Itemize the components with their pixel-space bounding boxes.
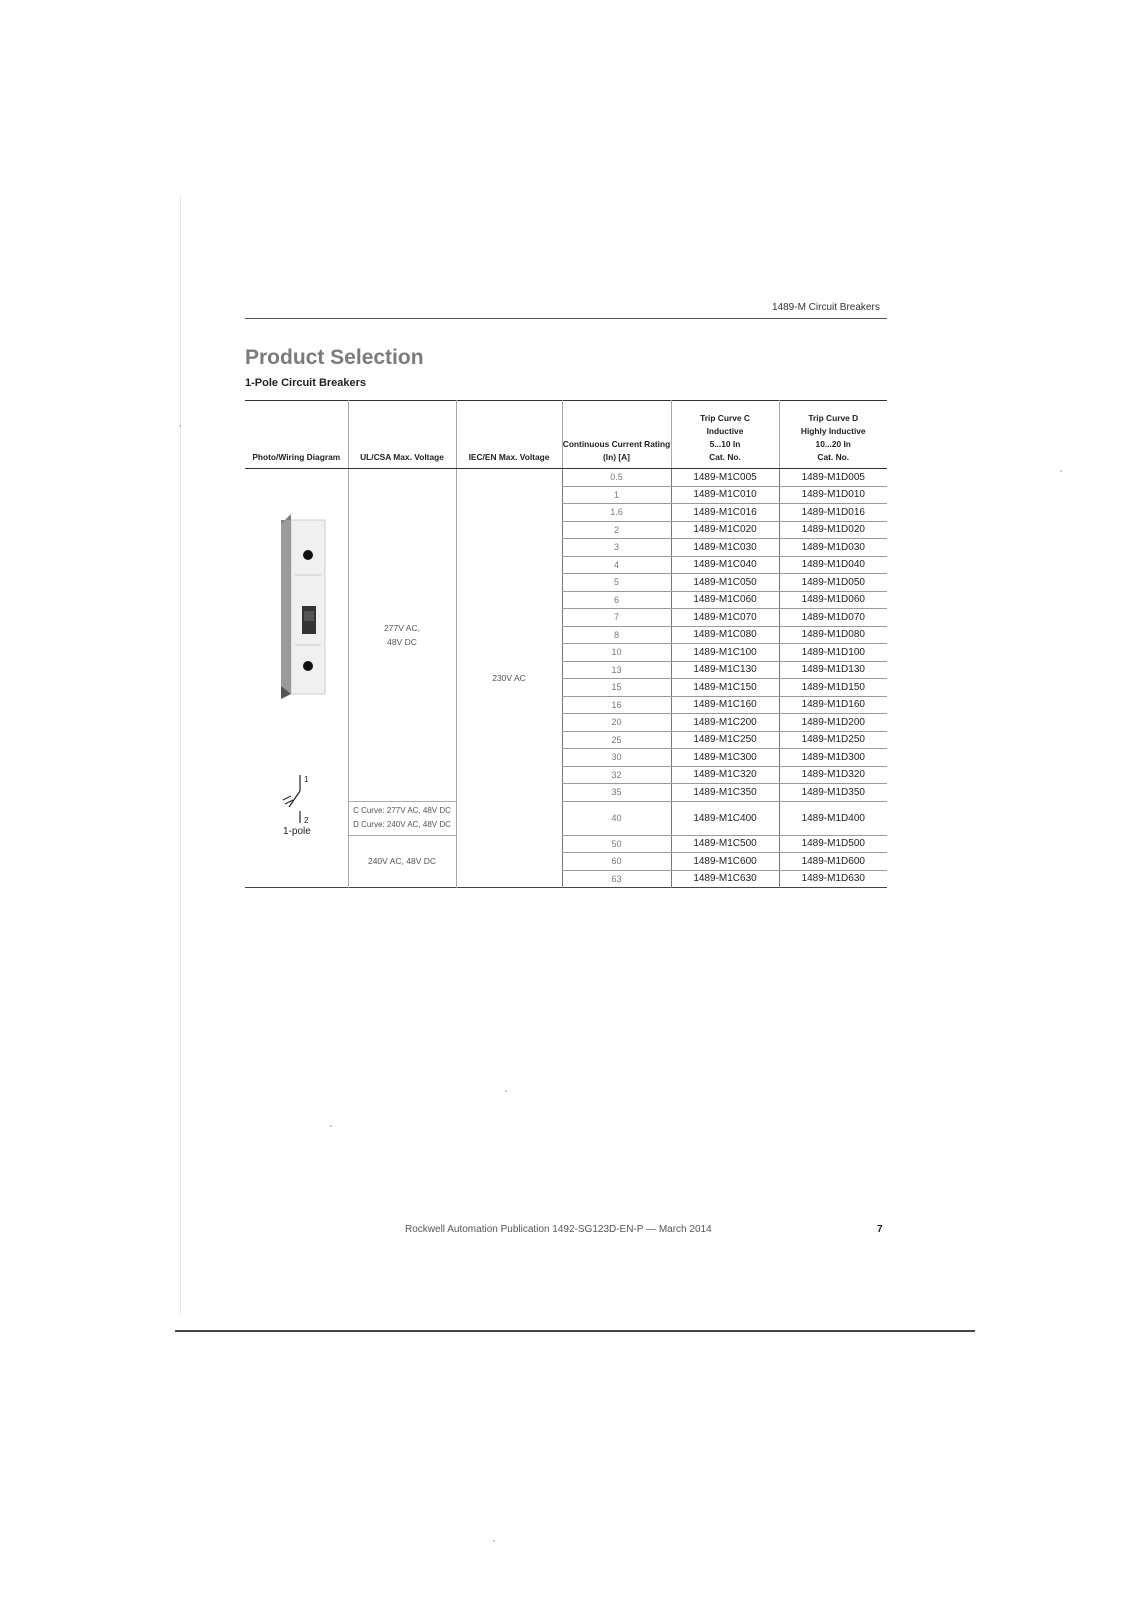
ul-voltage-line: 48V DC xyxy=(387,636,417,647)
rating-cell: 32 xyxy=(562,766,671,784)
cat-no-d: 1489-M1D030 xyxy=(779,539,887,557)
cat-no-d: 1489-M1D200 xyxy=(779,714,887,732)
cat-no-c: 1489-M1C200 xyxy=(671,714,779,732)
cat-no-c: 1489-M1C060 xyxy=(671,591,779,609)
header-ul-csa: UL/CSA Max. Voltage xyxy=(348,401,456,469)
cat-no-c: 1489-M1C070 xyxy=(671,609,779,627)
cat-no-d: 1489-M1D500 xyxy=(779,835,887,853)
wiring-terminal-1: 1 xyxy=(304,775,309,784)
table-row xyxy=(245,469,887,487)
cat-no-c: 1489-M1C130 xyxy=(671,661,779,679)
cat-no-d: 1489-M1D050 xyxy=(779,574,887,592)
cat-no-c: 1489-M1C080 xyxy=(671,626,779,644)
ul-voltage-line: C Curve: 277V AC, 48V DC xyxy=(353,806,451,815)
cat-no-d: 1489-M1D016 xyxy=(779,504,887,522)
header-rating xyxy=(562,401,671,469)
rating-cell: 25 xyxy=(562,731,671,749)
scan-speck xyxy=(179,425,181,427)
cat-no-c: 1489-M1C050 xyxy=(671,574,779,592)
cat-no-d: 1489-M1D630 xyxy=(779,870,887,888)
product-selection-table xyxy=(245,400,887,888)
rating-cell: 0.5 xyxy=(562,469,671,487)
header-trip-d-line: Trip Curve D xyxy=(808,413,859,423)
page-number: 7 xyxy=(877,1224,883,1235)
footer-publication: Rockwell Automation Publication 1492-SG123D-EN-P — March 2014 xyxy=(405,1224,712,1235)
cat-no-c: 1489-M1C100 xyxy=(671,644,779,662)
ul-voltage-group-1 xyxy=(348,469,456,802)
ul-voltage-line: D Curve: 240V AC, 48V DC xyxy=(353,820,451,829)
cat-no-c: 1489-M1C630 xyxy=(671,870,779,888)
cat-no-c: 1489-M1C030 xyxy=(671,539,779,557)
cat-no-d: 1489-M1D320 xyxy=(779,766,887,784)
rating-cell: 13 xyxy=(562,661,671,679)
rating-cell: 50 xyxy=(562,835,671,853)
rating-cell: 35 xyxy=(562,784,671,802)
running-header: 1489-M Circuit Breakers xyxy=(772,302,880,313)
page-subtitle: 1-Pole Circuit Breakers xyxy=(245,377,367,389)
rating-cell: 7 xyxy=(562,609,671,627)
cat-no-d: 1489-M1D600 xyxy=(779,853,887,871)
header-trip-c-line: 5...10 In xyxy=(709,439,741,449)
cat-no-d: 1489-M1D150 xyxy=(779,679,887,697)
cat-no-d: 1489-M1D005 xyxy=(779,469,887,487)
ul-voltage-group-3 xyxy=(348,835,456,888)
table-header-row xyxy=(245,401,887,469)
header-trip-d-line: 10...20 In xyxy=(815,439,851,449)
ul-voltage-line: 240V AC, 48V DC xyxy=(367,856,437,867)
cat-no-d: 1489-M1D080 xyxy=(779,626,887,644)
cat-no-c: 1489-M1C040 xyxy=(671,556,779,574)
cat-no-d: 1489-M1D020 xyxy=(779,521,887,539)
iec-voltage: 230V AC xyxy=(456,469,562,888)
header-trip-c-line: Cat. No. xyxy=(709,452,741,462)
header-rating-line: (In) [A] xyxy=(603,452,630,462)
cat-no-c: 1489-M1C010 xyxy=(671,486,779,504)
cat-no-c: 1489-M1C400 xyxy=(671,801,779,835)
cat-no-d: 1489-M1D100 xyxy=(779,644,887,662)
scan-speck xyxy=(505,1090,507,1092)
header-trip-c xyxy=(671,401,779,469)
rating-cell: 10 xyxy=(562,644,671,662)
rating-cell: 1 xyxy=(562,486,671,504)
rating-cell: 15 xyxy=(562,679,671,697)
cat-no-c: 1489-M1C005 xyxy=(671,469,779,487)
scan-edge-left xyxy=(180,195,181,1315)
cat-no-d: 1489-M1D070 xyxy=(779,609,887,627)
cat-no-d: 1489-M1D400 xyxy=(779,801,887,835)
header-trip-d xyxy=(779,401,887,469)
rating-cell: 5 xyxy=(562,574,671,592)
cat-no-c: 1489-M1C320 xyxy=(671,766,779,784)
cat-no-c: 1489-M1C500 xyxy=(671,835,779,853)
rating-cell: 40 xyxy=(562,801,671,835)
rating-cell: 3 xyxy=(562,539,671,557)
cat-no-c: 1489-M1C600 xyxy=(671,853,779,871)
cat-no-d: 1489-M1D130 xyxy=(779,661,887,679)
header-rating-line: Continuous Current Rating xyxy=(562,439,671,449)
header-photo: Photo/Wiring Diagram xyxy=(245,401,348,469)
scan-speck xyxy=(1060,470,1062,472)
rating-cell: 20 xyxy=(562,714,671,732)
cat-no-d: 1489-M1D300 xyxy=(779,749,887,767)
cat-no-d: 1489-M1D350 xyxy=(779,784,887,802)
scan-speck xyxy=(330,1125,332,1127)
ul-voltage-line: 277V AC, xyxy=(384,622,420,633)
cat-no-d: 1489-M1D060 xyxy=(779,591,887,609)
rating-cell: 16 xyxy=(562,696,671,714)
header-iec-en: IEC/EN Max. Voltage xyxy=(456,401,562,469)
cat-no-c: 1489-M1C300 xyxy=(671,749,779,767)
header-trip-c-line: Inductive xyxy=(706,426,744,436)
cat-no-c: 1489-M1C020 xyxy=(671,521,779,539)
header-trip-d-line: Highly Inductive xyxy=(800,426,866,436)
scan-edge-bottom xyxy=(175,1330,975,1332)
header-trip-c-line: Trip Curve C xyxy=(700,413,750,423)
wiring-terminal-2: 2 xyxy=(304,816,309,825)
cat-no-d: 1489-M1D040 xyxy=(779,556,887,574)
rating-cell: 30 xyxy=(562,749,671,767)
scan-speck xyxy=(493,1540,495,1542)
rating-cell: 6 xyxy=(562,591,671,609)
header-rule xyxy=(245,318,887,319)
cat-no-c: 1489-M1C350 xyxy=(671,784,779,802)
rating-cell: 60 xyxy=(562,853,671,871)
rating-cell: 4 xyxy=(562,556,671,574)
cat-no-d: 1489-M1D010 xyxy=(779,486,887,504)
rating-cell: 2 xyxy=(562,521,671,539)
circuit-breaker-photo xyxy=(267,514,347,699)
photo-wiring-cell xyxy=(245,469,348,888)
header-trip-d-line: Cat. No. xyxy=(817,452,850,462)
cat-no-c: 1489-M1C150 xyxy=(671,679,779,697)
cat-no-d: 1489-M1D160 xyxy=(779,696,887,714)
cat-no-c: 1489-M1C250 xyxy=(671,731,779,749)
ul-voltage-group-2 xyxy=(348,801,456,835)
page-title: Product Selection xyxy=(245,346,424,369)
rating-cell: 1.6 xyxy=(562,504,671,522)
cat-no-d: 1489-M1D250 xyxy=(779,731,887,749)
rating-cell: 63 xyxy=(562,870,671,888)
cat-no-c: 1489-M1C160 xyxy=(671,696,779,714)
rating-cell: 8 xyxy=(562,626,671,644)
pole-label: 1-pole xyxy=(283,826,311,837)
cat-no-c: 1489-M1C016 xyxy=(671,504,779,522)
